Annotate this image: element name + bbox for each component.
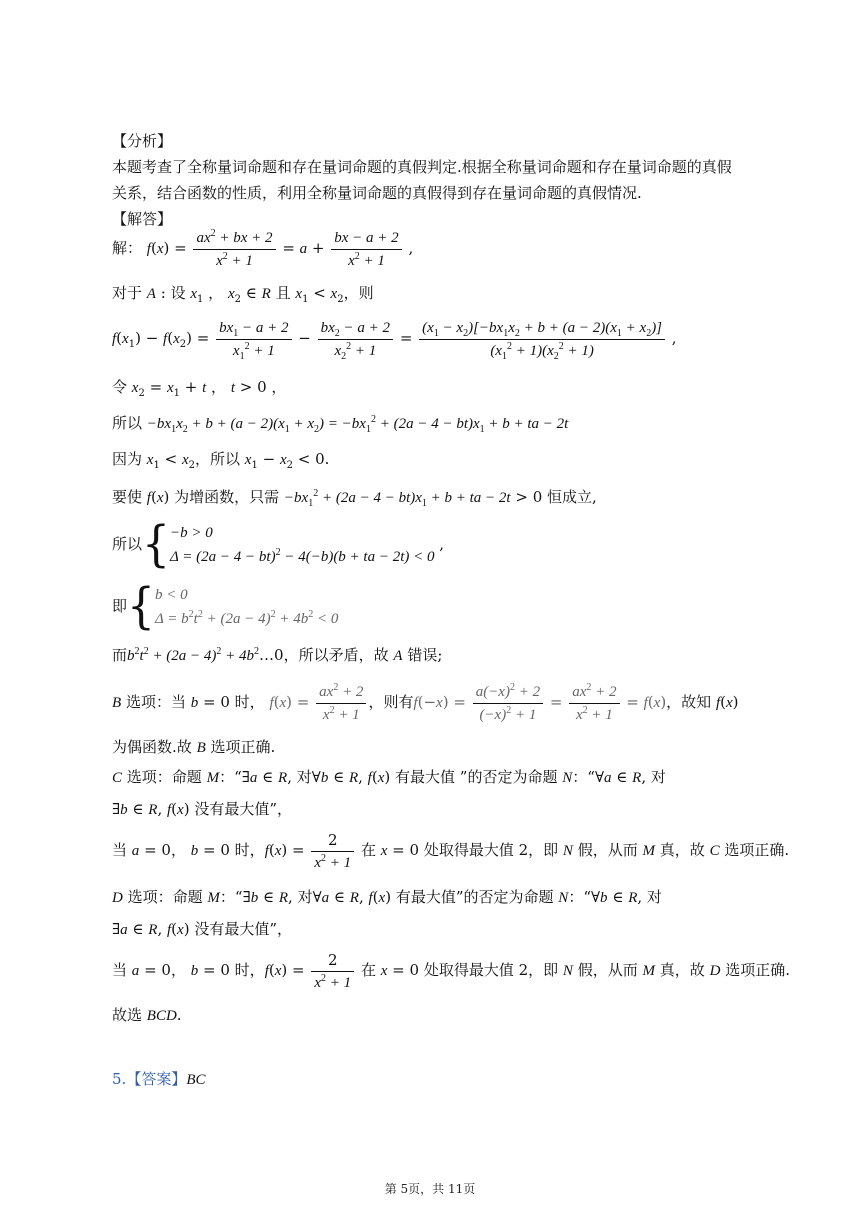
let-x2-line: 令 $x_2 = x_1 + t$ ， t > 0 ， — [112, 378, 287, 399]
expansion-line: 所以 $-bx_1x_2 + b + (a - 2)(x_1 + x_2) = -bx_1^2 + (2a - 4 - bt)x_1 + b$ + ta − 2t — [112, 414, 569, 435]
fx-definition: 解： f(x) = $\frac{ax^2 + bx + 2}{x^2 + 1}$ = a + $\frac{bx - a + 2}{x^2 + 1}$ , — [112, 227, 414, 269]
option-c-line-2: ∃b ∈ R, f(x) 没有最大值”， — [112, 800, 292, 818]
system-1: 所以{ −b > 0 Δ = (2a − 4 − bt)$^2$ − 4(−b)(b + ta − 2t) < 0 , — [112, 516, 445, 573]
solution-heading: 【解答】 — [112, 210, 173, 228]
option-b-conclusion: 为偶函数.故 B 选项正确. — [112, 738, 276, 756]
analysis-text-2: 关系，结合函数的性质，利用全称量词命题的真假得到存在量词命题的真假情况. — [112, 184, 642, 202]
option-d-line-1: D 选项：命题 M：“∃b ∈ R, 对∀a ∈ R, f(x) 有最大值”的否定为命题 N：“∀b ∈ R, 对 — [112, 888, 662, 906]
increasing-condition: 要使 f(x) 为增函数，只需 $-bx_1^2 + (2a - 4 - bt)x_1 + b$ + ta − 2t > 0 恒成立, — [112, 488, 597, 509]
option-c-conclusion: 当 a = 0， b = 0 时，f(x) = $\frac{2}{x^2 + 1}$ 在 x = 0 处取得最大值 2，即 N 假，从而 M 真，故 C 选项正确. — [112, 830, 790, 871]
analysis-heading: 【分析】 — [112, 132, 173, 150]
option-d-line-2: ∃a ∈ R, f(x) 没有最大值”， — [112, 920, 292, 938]
page-footer: 第 5页，共 11页 — [384, 1182, 476, 1196]
system-2: 即{ b < 0 $\Delta = b^2t^2 + (2a - 4)^2 + 4b^2 < 0$ — [112, 578, 339, 635]
option-b-line: B 选项：当 b = 0 时， f(x) = $\frac{ax^2 + 2}{x^2 + 1}$ ，则有f(−x) = $\frac{a(-x)^2 + 2}{(-x)^2 + 1}$ = $\frac{ax^2 + 2}{x^2 + 1}$ = f(x)，故知 f(x) — [112, 681, 739, 723]
final-choice: 故选 BCD. — [112, 1006, 182, 1024]
difference-expression: $f(x_1) - f(x_2)$ = $\frac{bx_1 - a + 2}{x_1^2 + 1}$ − $\frac{bx_2 - a + 2}{x_2^2 + 1}$ = $\frac{(x_1 - x_2)[-bx_1x_2 + b + (a - 2)(x_1 + x_2)]}{(x_1^2 + 1)(x_2^2 + 1)}$ , — [112, 319, 677, 362]
answer-5: 5.【答案】BC — [112, 1070, 206, 1088]
option-d-conclusion: 当 a = 0， b = 0 时，f(x) = $\frac{2}{x^2 + 1}$ 在 x = 0 处取得最大值 2，即 N 假，从而 M 真，故 D 选项正确. — [112, 950, 790, 991]
option-c-line-1: C 选项：命题 M：“∃a ∈ R, 对∀b ∈ R, f(x) 有最大值 ”的否定为命题 N：“∀a ∈ R, 对 — [112, 768, 666, 786]
contradiction-line: 而$b^2t^2 + (2a - 4)^2$ + $4b^2\dots 0$，所以矛盾，故 A 错误; — [112, 646, 443, 664]
analysis-text-1: 本题考查了全称量词命题和存在量词命题的真假判定.根据全称量词命题和存在量词命题的真假 — [112, 158, 732, 176]
option-a-setup: 对于 A : 设 $x_1$ ， $x_2$ ∈ R 且 $x_1 < x_2$，则 — [112, 284, 374, 305]
because-line: 因为 $x_1 < x_2$，所以 $x_1 - x_2 < 0$. — [112, 450, 330, 471]
